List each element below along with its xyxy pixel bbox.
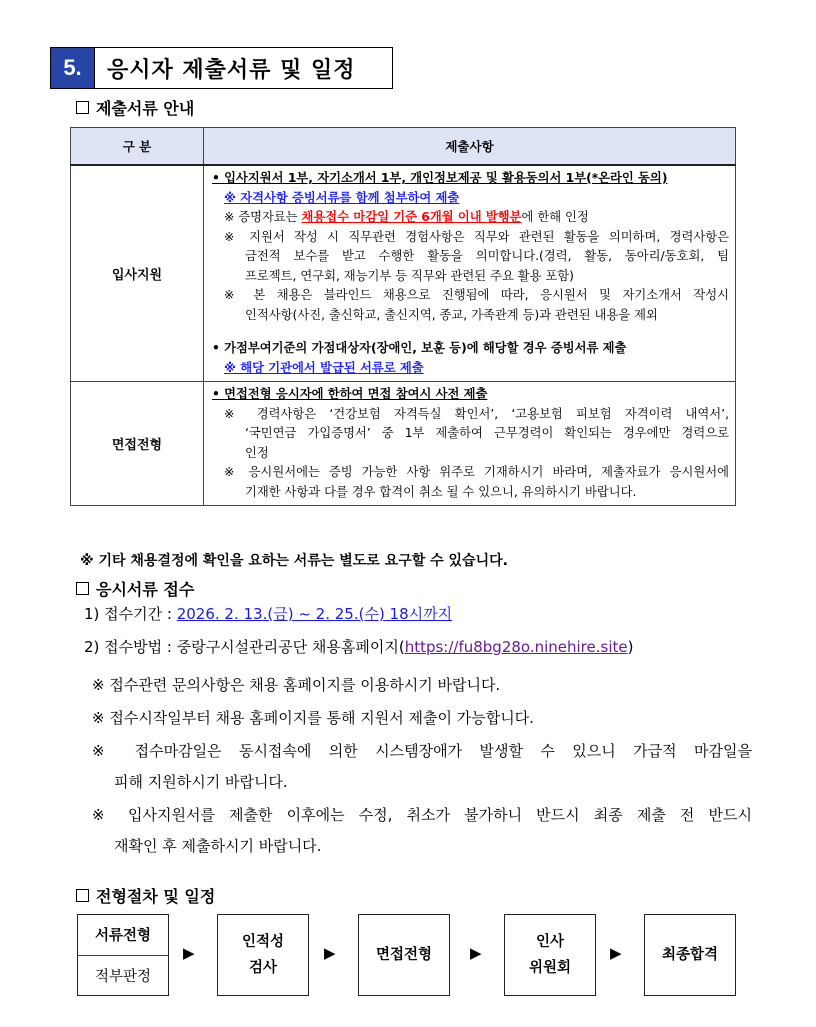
method-label: 2) 접수방법 : 중랑구시설관리공단 채용홈페이지( (84, 638, 405, 656)
requirement-note: 에 한해 인정 (521, 210, 589, 224)
note-line: ※ 접수시작일부터 채용 홈페이지를 통해 지원서 제출이 가능합니다. (92, 709, 534, 727)
requirement-note: ※ 해당 기관에서 발급된 서류로 제출 (224, 360, 424, 375)
application-subheading (76, 577, 194, 600)
note-line: ※ 접수관련 문의사항은 채용 홈페이지를 이용하시기 바랍니다. (92, 676, 501, 694)
method-close: ) (627, 638, 634, 656)
process-subheading (76, 884, 215, 907)
requirement-note: 프로젝트, 연구회, 재능기부 등 직무와 관련된 주요 활용 포함) (245, 268, 574, 283)
header-category: 구 분 (71, 128, 204, 166)
step-label: 인사 (535, 934, 564, 950)
application-method (84, 636, 633, 657)
requirement-note: 기재한 사항과 다를 경우 합격이 취소 될 수 있으니, 유의하시기 바랍니다. (245, 484, 637, 499)
application-note (92, 703, 752, 734)
step-label: 최종합격 (661, 947, 719, 963)
section-title: 응시자 제출서류 및 일정 (94, 48, 392, 88)
period-label: 1) 접수기간 : (84, 605, 177, 623)
documents-table (70, 127, 736, 506)
requirement-note: ※ 응시원서에는 증빙 가능한 사항 위주로 기재하시기 바라며, 제출자료가 응시원서에 (224, 465, 729, 479)
requirement-note: ※ 증명자료는 (224, 210, 302, 224)
application-note (92, 670, 752, 701)
step-label: 인적성 (241, 934, 285, 950)
step-final-pass (644, 914, 736, 996)
note-line: 재확인 후 제출하시기 바랍니다. (114, 837, 322, 855)
requirement-note: 인적사항(사진, 출신학교, 출신지역, 종교, 가족관계 등)과 관련된 내용을 제외 (245, 307, 658, 322)
table-row (71, 165, 736, 382)
step-label: 서류전형 (78, 915, 168, 956)
requirement-note: 인정 (245, 445, 269, 460)
requirement-note: ※ 지원서 작성 시 직무관련 경험사항은 직무와 관련된 활동을 의미하며, 경력사항은 (224, 229, 729, 244)
checkbox-square-icon (76, 101, 89, 114)
requirement-note: ※ 자격사항 증빙서류를 함께 첨부하여 제출 (224, 190, 460, 205)
step-label: 면접전형 (375, 947, 433, 963)
step-document-screening (77, 914, 169, 996)
requirement-line: • 입사지원서 1부, 자기소개서 1부, 개인정보제공 및 활용동의서 1부(*온라인 동의) (212, 171, 668, 185)
application-note (92, 736, 752, 798)
application-subheading-text: 응시서류 접수 (96, 580, 195, 599)
process-subheading-text: 전형절차 및 일정 (96, 887, 216, 906)
highlight-text: 채용접수 마감일 기준 6개월 이내 발행분 (301, 210, 522, 224)
requirement-line: • 가점부여기준의 가점대상자(장애인, 보훈 등)에 해당할 경우 증빙서류 제출 (212, 341, 627, 355)
row-requirements (204, 382, 736, 506)
note-line: 피해 지원하시기 바랍니다. (114, 773, 288, 791)
checkbox-square-icon (76, 889, 89, 902)
documents-subheading (76, 96, 194, 119)
header-requirements: 제출사항 (204, 128, 736, 166)
requirement-note: ※ 경력사항은 ‘건강보험 자격득실 확인서’, ‘고용보험 피보험 자격이력 내역서’, (224, 406, 729, 421)
period-link[interactable]: 2026. 2. 13.(금) ~ 2. 25.(수) 18시까지 (176, 605, 453, 623)
arrow-right-icon: ▶ (610, 944, 622, 962)
documents-subheading-text: 제출서류 안내 (96, 99, 195, 118)
table-header-row (71, 128, 736, 166)
requirement-note: ‘국민연금 가입증명서’ 중 1부 제출하여 근무경력이 확인되는 경우에만 경력으로 (245, 426, 729, 440)
section-header (50, 47, 393, 89)
step-label: 검사 (248, 960, 277, 976)
requirement-line: • 면접전형 응시자에 한하여 면접 참여시 사전 제출 (212, 387, 488, 401)
step-hr-committee (504, 914, 596, 996)
note-line: ※ 입사지원서를 제출한 이후에는 수정, 취소가 불가하니 반드시 최종 제출 전 반드시 (92, 806, 752, 824)
requirement-note: ※ 본 채용은 블라인드 채용으로 진행됨에 따라, 응시원서 및 자기소개서 작성시 (224, 288, 729, 302)
table-row (71, 382, 736, 506)
row-category: 입사지원 (71, 165, 204, 382)
step-sublabel: 적부판정 (94, 968, 152, 985)
row-requirements (204, 165, 736, 382)
step-label: 위원회 (528, 960, 572, 976)
step-aptitude-test (217, 914, 309, 996)
recruitment-homepage-link[interactable]: https://fu8bg28o.ninehire.site (404, 638, 628, 656)
documents-footnote: ※ 기타 채용결정에 확인을 요하는 서류는 별도로 요구할 수 있습니다. (80, 553, 508, 569)
requirement-note: 금전적 보수를 받고 수행한 활동을 의미합니다.(경력, 활동, 동아리/동호회, 팀 (245, 249, 729, 263)
arrow-right-icon: ▶ (470, 944, 482, 962)
arrow-right-icon: ▶ (183, 944, 195, 962)
step-interview (358, 914, 450, 996)
application-note (92, 800, 752, 862)
arrow-right-icon: ▶ (324, 944, 336, 962)
checkbox-square-icon (76, 582, 89, 595)
note-line: ※ 접수마감일은 동시접속에 의한 시스템장애가 발생할 수 있으니 가급적 마감일을 (92, 742, 752, 760)
section-number: 5. (51, 48, 94, 88)
application-period (84, 603, 452, 624)
row-category: 면접전형 (71, 382, 204, 506)
